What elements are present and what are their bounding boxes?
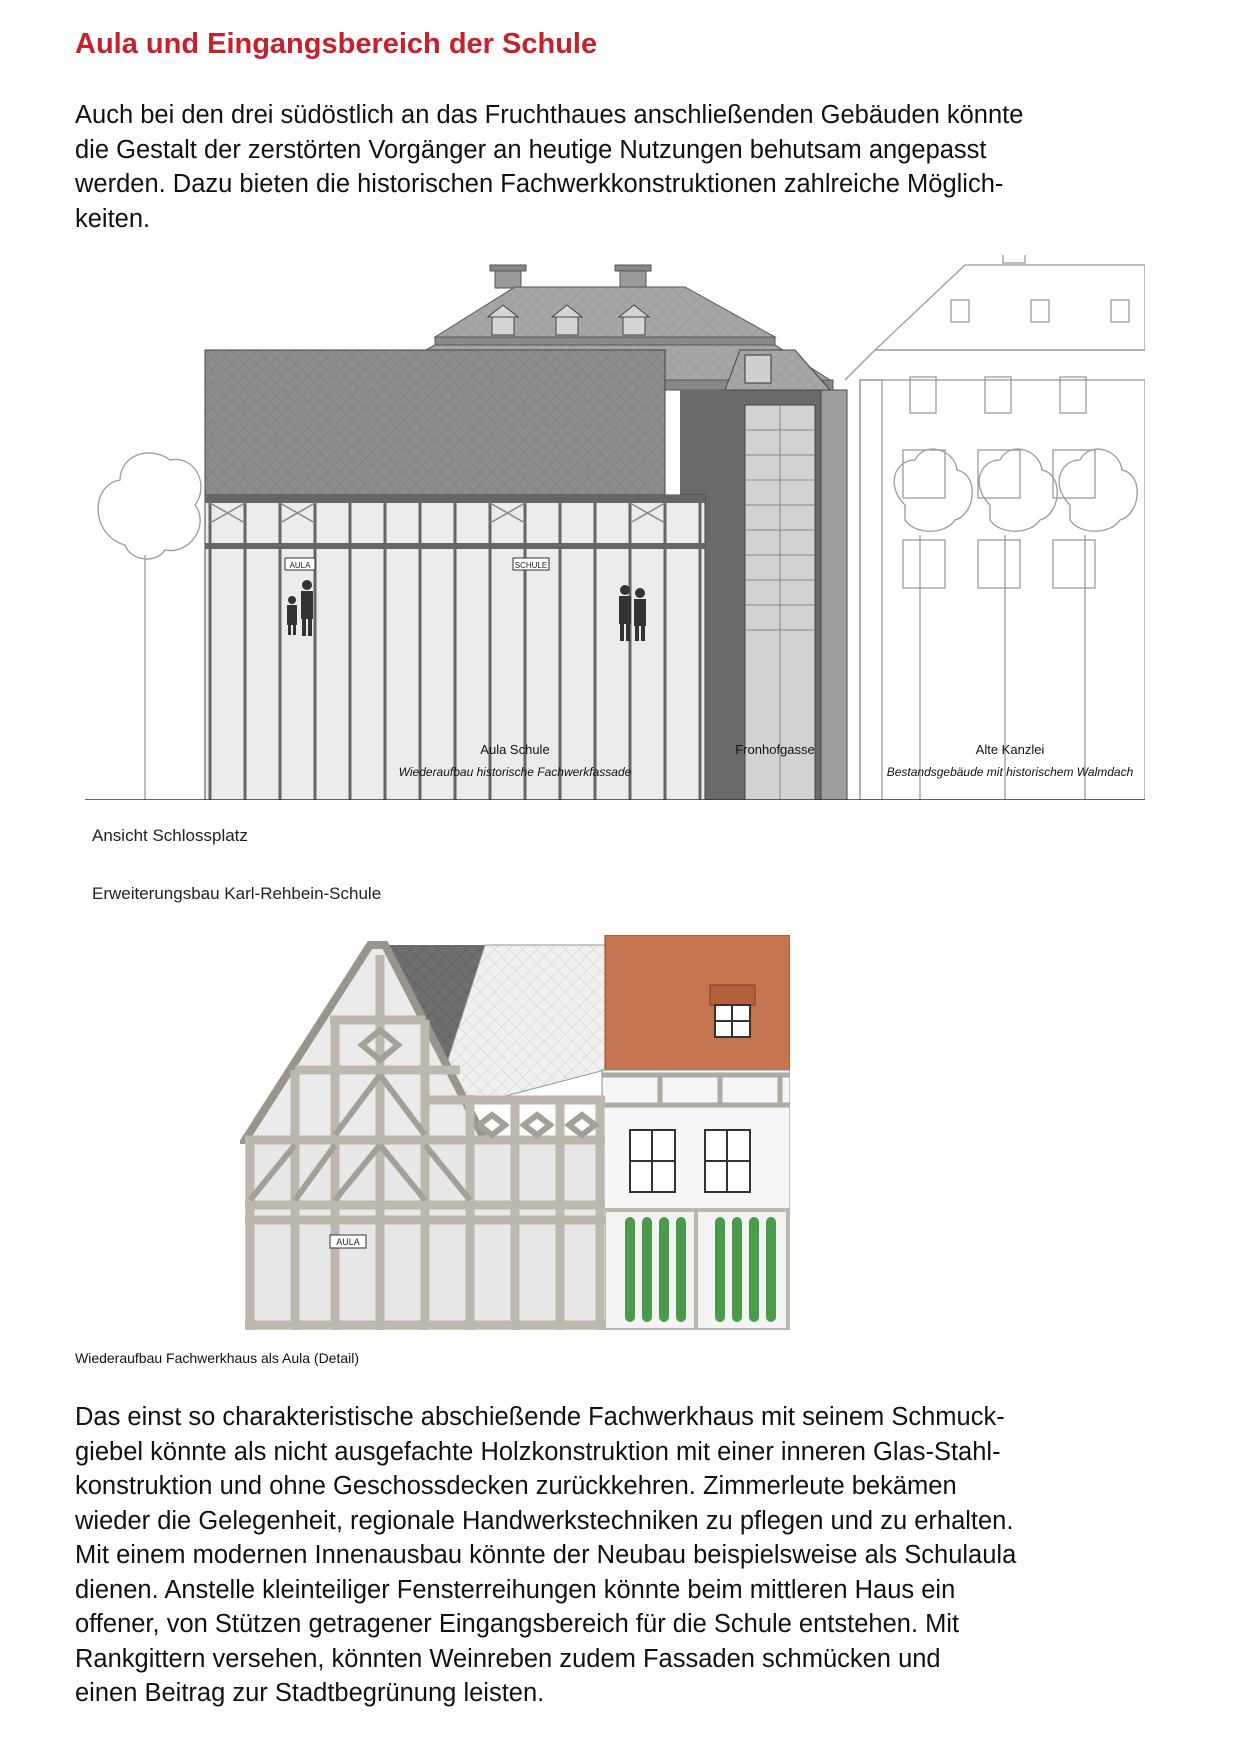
body-line: wieder die Gelegenheit, regionale Handwerkstechniken zu pflegen und zu erhalten. xyxy=(75,1506,1014,1535)
body-line: Mit einem modernen Innenausbau könnte der Neubau beispielsweise als Schulaula xyxy=(75,1541,1017,1569)
elevation-caption: Ansicht Schlossplatz xyxy=(92,826,248,845)
body-line: konstruktion und ohne Geschossdecken zurückkehren. Zimmerleute bekämen xyxy=(75,1472,957,1500)
segment-sublabel-alte-kanzlei: Bestandsgebäude mit historischem Walmdach xyxy=(886,765,1134,779)
segment-sublabel-aula-schule: Wiederaufbau historische Fachwerkfassade xyxy=(398,765,632,779)
intro-line: Auch bei den drei südöstlich an das Fruchthaues anschließenden Gebäuden könnte xyxy=(75,101,1024,129)
intro-line: keiten. xyxy=(75,204,151,233)
elevation-subcaption: Erweiterungsbau Karl-Rehbein-Schule xyxy=(92,884,382,903)
intro-paragraph xyxy=(75,98,1185,236)
roof-dormer xyxy=(710,985,755,1037)
body-paragraph xyxy=(75,1400,1185,1711)
elevation-drawing xyxy=(85,255,1145,800)
body-line: Rankgittern versehen, könnten Weinreben zudem Fassaden schmücken und xyxy=(75,1644,941,1673)
segment-label-alte-kanzlei: Alte Kanzlei xyxy=(975,742,1045,757)
intro-line: die Gestalt der zerstörten Vorgänger an heutige Nutzungen behutsam angepasst xyxy=(75,135,987,164)
segment-label-fronhofgasse: Fronhofgasse xyxy=(735,742,815,757)
tile-roof xyxy=(605,935,790,1070)
detail-caption: Wiederaufbau Fachwerkhaus als Aula (Detail) xyxy=(75,1350,360,1366)
alte-kanzlei-building xyxy=(845,255,1145,800)
body-line: einen Beitrag zur Stadtbegrünung leisten. xyxy=(75,1679,545,1707)
schule-sign-text: SCHULE xyxy=(514,561,548,570)
detail-drawing xyxy=(240,935,790,1330)
detail-aula-sign-text: AULA xyxy=(336,1237,360,1247)
aula-schule-building xyxy=(205,350,705,800)
segment-label-aula-schule: Aula Schule xyxy=(480,742,550,757)
body-line: Das einst so charakteristische abschießende Fachwerkhaus mit seinem Schmuck- xyxy=(75,1403,1005,1431)
body-line: offener, von Stützen getragener Eingangsbereich für die Schule entstehen. Mit xyxy=(75,1610,960,1638)
body-line: dienen. Anstelle kleinteiliger Fensterreihungen könnte beim mittleren Haus ein xyxy=(75,1575,956,1604)
aula-sign-text: AULA xyxy=(289,561,311,570)
intro-line: werden. Dazu bieten die historischen Fachwerkkonstruktionen zahlreiche Möglich- xyxy=(75,170,1004,198)
tree-outline xyxy=(98,453,201,800)
body-line: giebel könnte als nicht ausgefachte Holzkonstruktion mit einer inneren Glas-Stahl- xyxy=(75,1437,1001,1466)
page-title: Aula und Eingangsbereich der Schule xyxy=(75,28,598,60)
